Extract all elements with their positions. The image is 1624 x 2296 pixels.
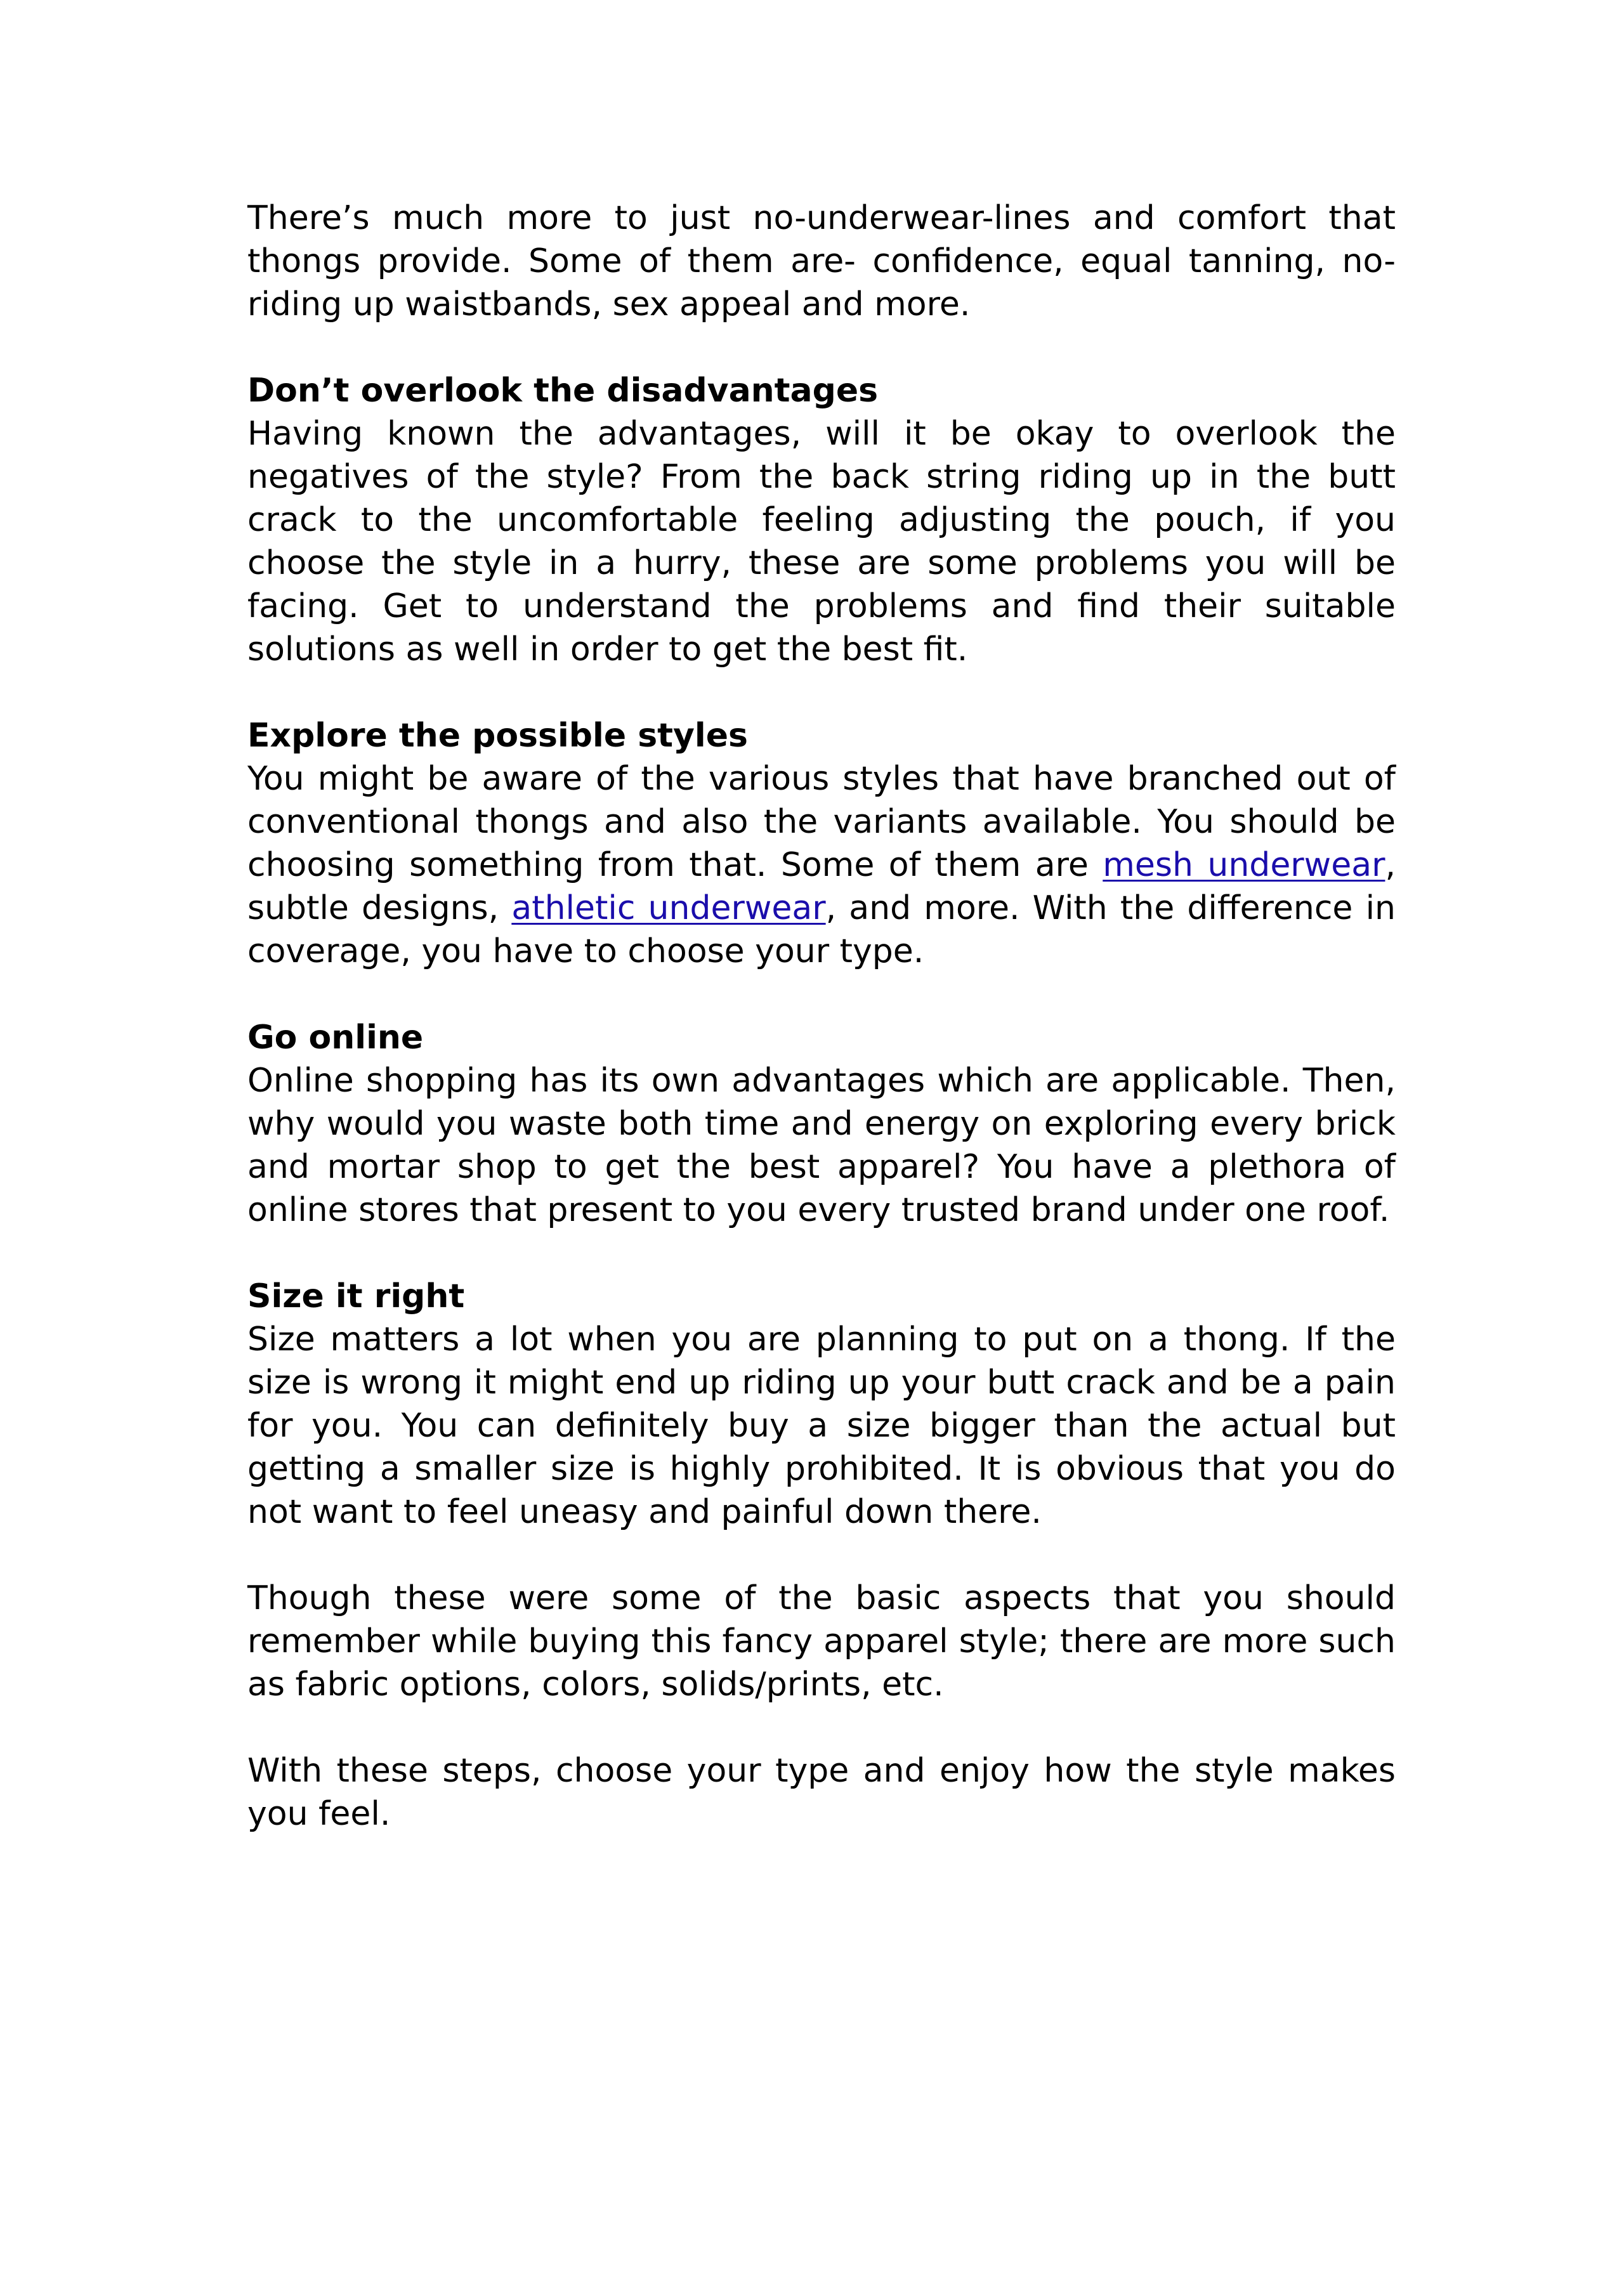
section-heading: Size it right [247, 1277, 465, 1315]
section-styles [247, 714, 1396, 973]
section-body [247, 757, 1396, 973]
final-paragraph: With these steps, choose your type and enjoy how the style makes you feel. [247, 1752, 1396, 1833]
section-body: Online shopping has its own advantages which are applicable. Then, why would you waste both time and energy on exploring every brick and mortar shop to get the best apparel? You have a plethora of online stores that present to you every trusted brand under one roof. [247, 1062, 1396, 1229]
closing-paragraph: Though these were some of the basic aspects that you should remember while buying this fancy apparel style; there are more such as fabric options, colors, solids/prints, etc. [247, 1579, 1396, 1704]
section-body: Size matters a lot when you are planning to put on a thong. If the size is wrong it might end up riding up your butt crack and be a pain for you. You can definitely buy a size bigger than the actual but getting a smaller size is highly prohibited. It is obvious that you do not want to feel uneasy and painful down there. [247, 1321, 1396, 1531]
athletic-underwear-link[interactable]: athletic underwear [511, 889, 826, 927]
mesh-underwear-link[interactable]: mesh underwear [1103, 846, 1385, 884]
intro-paragraph: There’s much more to just no-underwear-lines and comfort that thongs provide. Some of them are- confidence, equal tanning, no-riding up waistbands, sex appeal and more. [247, 199, 1396, 323]
document-page [247, 197, 1396, 1879]
section-online [247, 1016, 1396, 1232]
body-text: You might be aware of the various styles that have branched out of conventional thongs and also the variants available. You should be choosing something from that. Some of them are [247, 760, 1396, 884]
body-text: , and more. With the difference in coverage, you have to choose your type. [247, 889, 1396, 970]
section-heading: Go online [247, 1019, 424, 1057]
section-heading: Don’t overlook the disadvantages [247, 372, 879, 410]
section-disadvantages [247, 369, 1396, 671]
body-text: , subtle designs, [247, 846, 1396, 927]
section-size [247, 1275, 1396, 1534]
section-body: Having known the advantages, will it be okay to overlook the negatives of the style? From the back string riding up in the butt crack to the uncomfortable feeling adjusting the pouch, if you choose the style in a hurry, these are some problems you will be facing. Get to understand the problems and find their suitable solutions as well in order to get the best fit. [247, 415, 1396, 669]
section-heading: Explore the possible styles [247, 717, 748, 755]
